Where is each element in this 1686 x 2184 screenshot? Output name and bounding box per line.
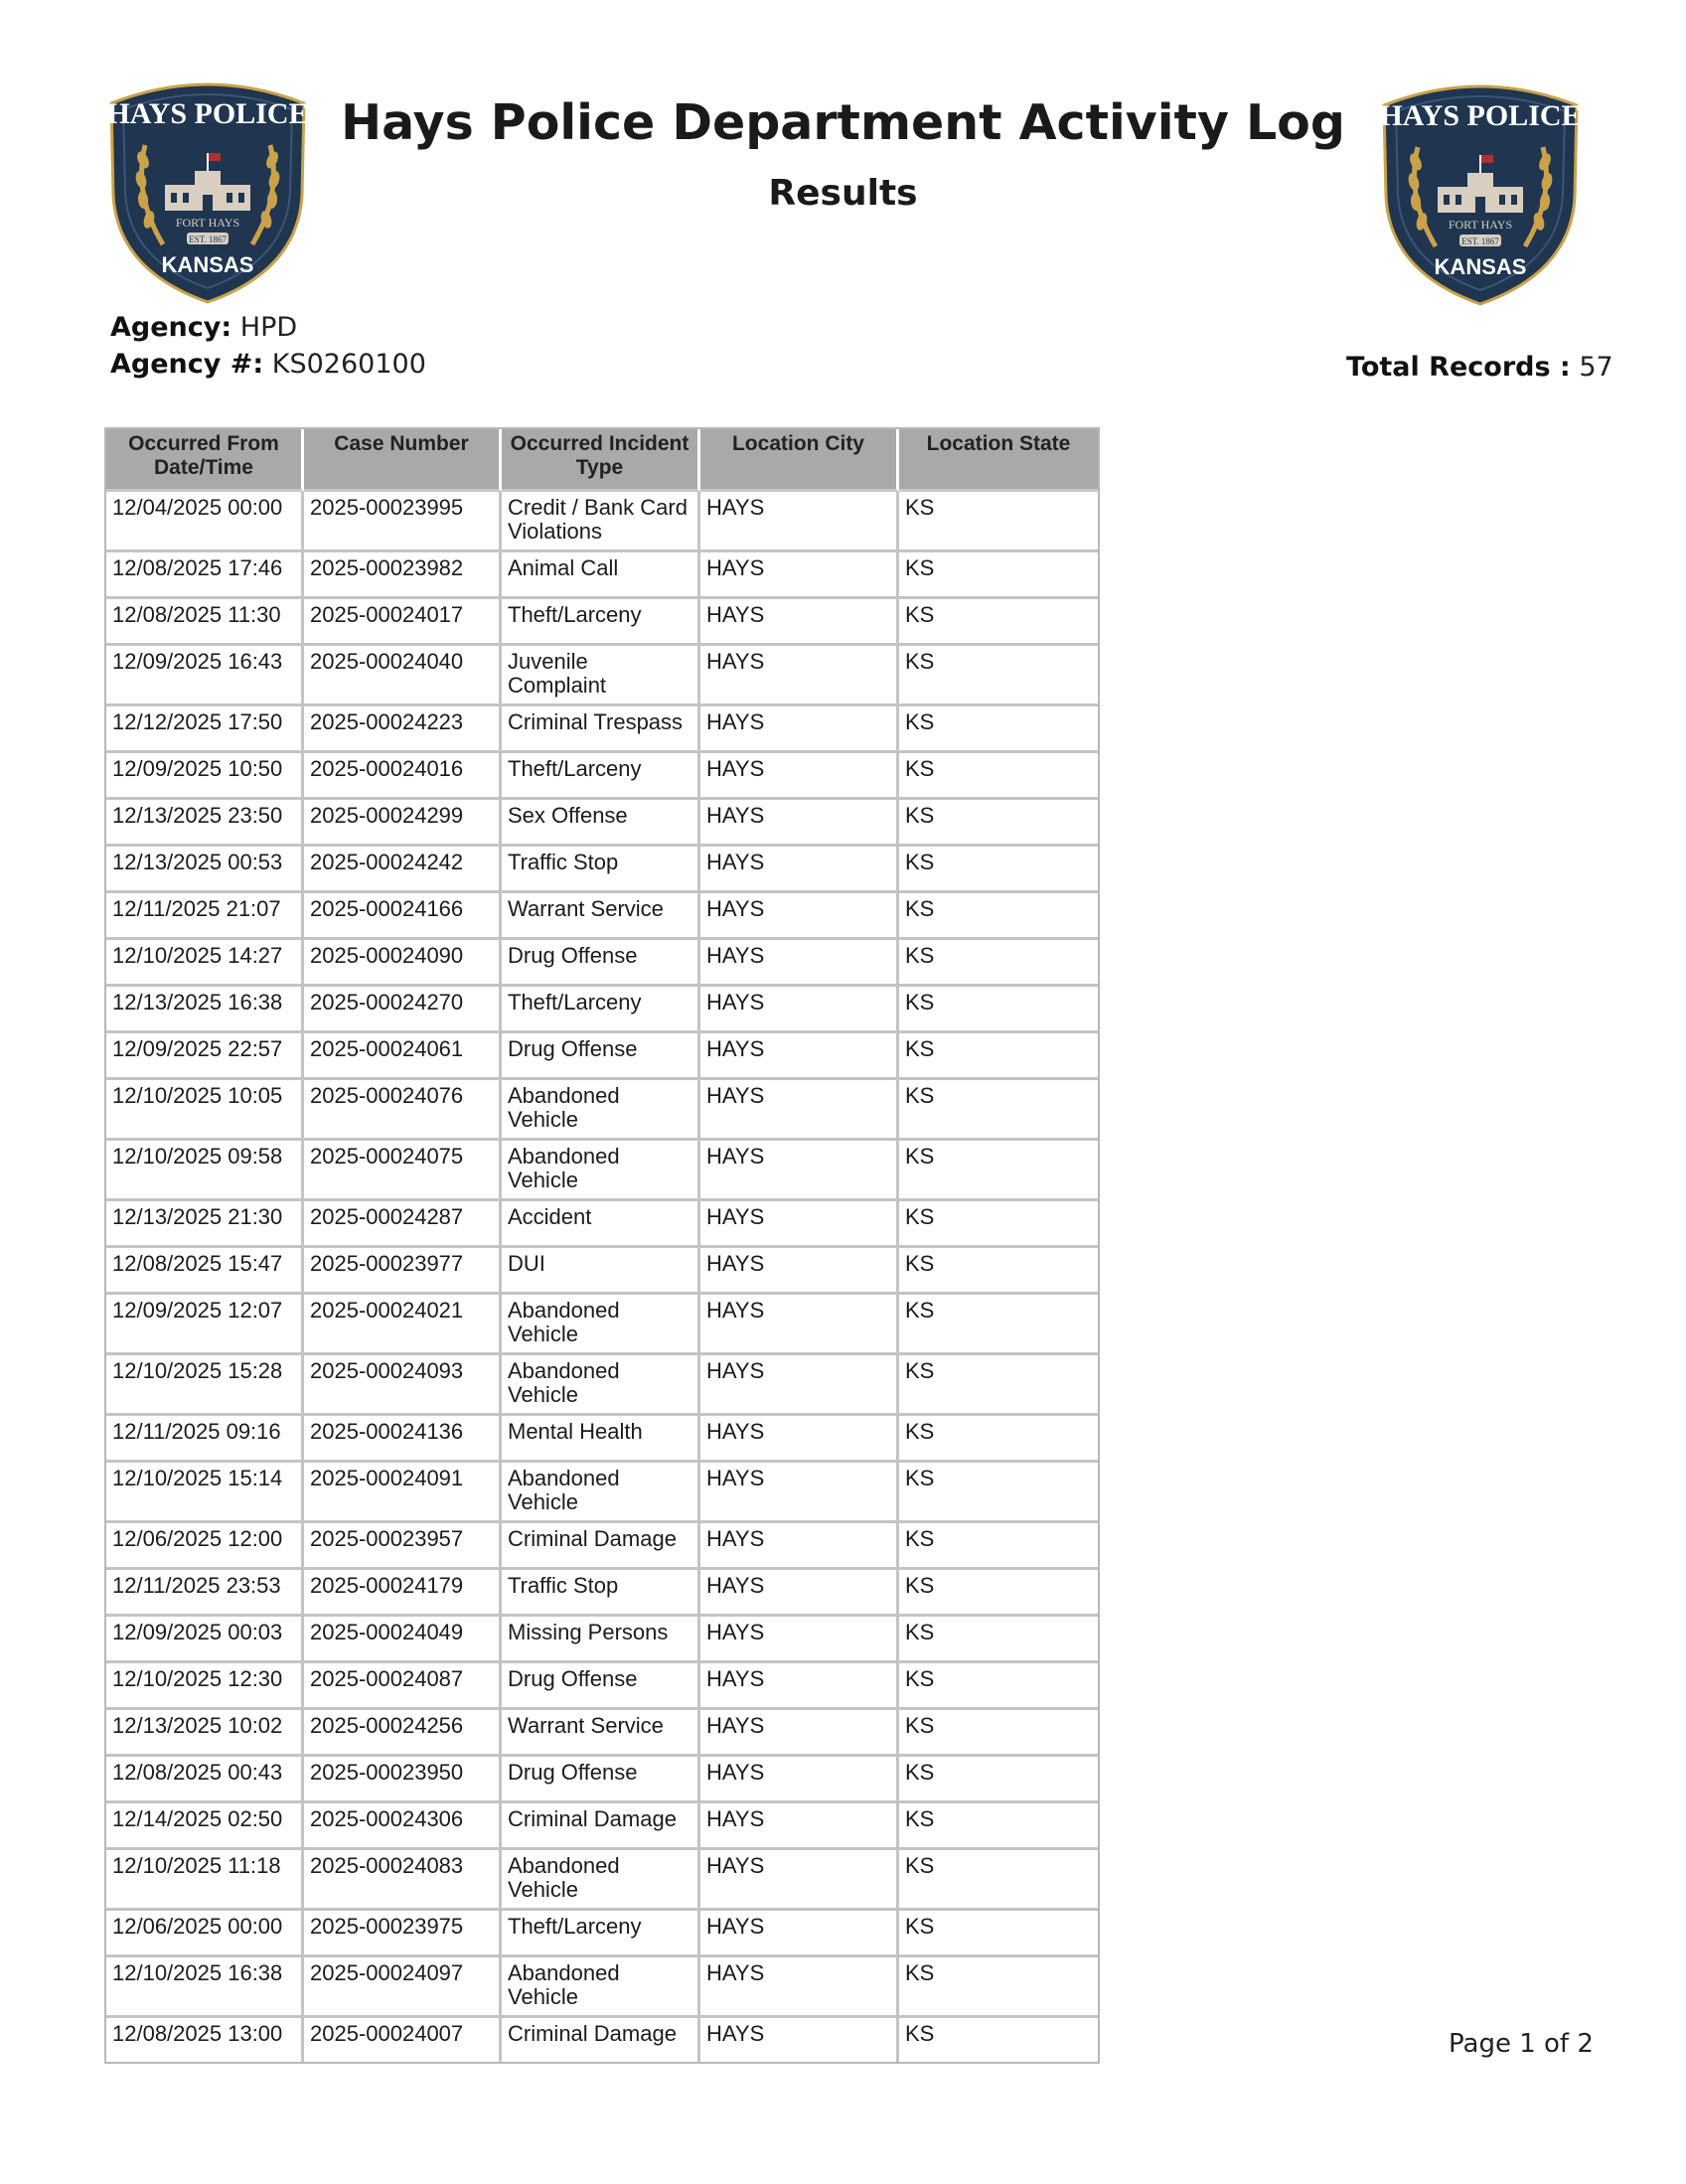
location-state-cell: KS xyxy=(899,1617,1098,1663)
incident-type-cell: Animal Call xyxy=(502,552,700,599)
location-state-cell: KS xyxy=(899,492,1098,552)
location-city-cell: HAYS xyxy=(700,646,899,706)
location-state-cell: KS xyxy=(899,1248,1098,1295)
case-number-cell: 2025-00024242 xyxy=(304,847,502,893)
occurred-from-cell: 12/11/2025 23:53 xyxy=(106,1570,304,1617)
occurred-from-cell: 12/10/2025 12:30 xyxy=(106,1663,304,1710)
location-state-cell: KS xyxy=(899,1033,1098,1080)
incident-type-cell: Traffic Stop xyxy=(502,847,700,893)
table-header-row xyxy=(106,429,1098,492)
table-row xyxy=(106,1911,1098,1957)
incident-type-cell: Theft/Larceny xyxy=(502,599,700,646)
total-records-label: Total Records : xyxy=(1346,352,1571,383)
location-state-cell: KS xyxy=(899,706,1098,753)
occurred-from-cell: 12/10/2025 16:38 xyxy=(106,1957,304,2018)
occurred-from-cell: 12/08/2025 13:00 xyxy=(106,2018,304,2062)
occurred-from-cell: 12/13/2025 10:02 xyxy=(106,1710,304,1757)
location-state-cell: KS xyxy=(899,1201,1098,1248)
location-state-cell: KS xyxy=(899,1570,1098,1617)
table-row xyxy=(106,1617,1098,1663)
location-city-cell: HAYS xyxy=(700,1850,899,1911)
incident-type-cell: Accident xyxy=(502,1201,700,1248)
case-number-cell: 2025-00024093 xyxy=(304,1355,502,1416)
table-row xyxy=(106,753,1098,800)
occurred-from-cell: 12/08/2025 17:46 xyxy=(106,552,304,599)
location-city-cell: HAYS xyxy=(700,753,899,800)
occurred-from-cell: 12/10/2025 15:14 xyxy=(106,1463,304,1523)
table-row xyxy=(106,1710,1098,1757)
badge-bottom-text: KANSAS xyxy=(161,252,254,277)
incident-type-cell: Drug Offense xyxy=(502,1757,700,1803)
incident-type-cell: Credit / Bank Card Violations xyxy=(502,492,700,552)
badge-top-text: HAYS POLICE xyxy=(106,97,309,130)
case-number-cell: 2025-00024270 xyxy=(304,987,502,1033)
occurred-from-cell: 12/04/2025 00:00 xyxy=(106,492,304,552)
occurred-from-cell: 12/13/2025 21:30 xyxy=(106,1201,304,1248)
occurred-from-cell: 12/10/2025 15:28 xyxy=(106,1355,304,1416)
agency-number-line xyxy=(110,349,426,380)
location-city-cell: HAYS xyxy=(700,1355,899,1416)
table-row xyxy=(106,1355,1098,1416)
incident-type-cell: Abandoned Vehicle xyxy=(502,1295,700,1355)
incident-type-cell: Mental Health xyxy=(502,1416,700,1463)
table-row xyxy=(106,646,1098,706)
total-records-value: 57 xyxy=(1579,352,1613,383)
table-row xyxy=(106,1803,1098,1850)
location-state-cell: KS xyxy=(899,800,1098,847)
case-number-cell: 2025-00024166 xyxy=(304,893,502,940)
table-row xyxy=(106,1957,1098,2018)
incident-type-cell: Warrant Service xyxy=(502,1710,700,1757)
case-number-cell: 2025-00024256 xyxy=(304,1710,502,1757)
location-city-cell: HAYS xyxy=(700,987,899,1033)
case-number-cell: 2025-00023957 xyxy=(304,1523,502,1570)
occurred-from-cell: 12/11/2025 21:07 xyxy=(106,893,304,940)
occurred-from-cell: 12/06/2025 12:00 xyxy=(106,1523,304,1570)
occurred-from-cell: 12/10/2025 11:18 xyxy=(106,1850,304,1911)
occurred-from-cell: 12/10/2025 14:27 xyxy=(106,940,304,987)
location-state-cell: KS xyxy=(899,1957,1098,2018)
table-row xyxy=(106,1663,1098,1710)
incident-type-cell: Missing Persons xyxy=(502,1617,700,1663)
incident-type-cell: Juvenile Complaint xyxy=(502,646,700,706)
occurred-from-cell: 12/09/2025 12:07 xyxy=(106,1295,304,1355)
location-state-cell: KS xyxy=(899,1663,1098,1710)
location-state-cell: KS xyxy=(899,847,1098,893)
case-number-cell: 2025-00024017 xyxy=(304,599,502,646)
location-state-cell: KS xyxy=(899,1141,1098,1201)
location-state-cell: KS xyxy=(899,1080,1098,1141)
location-city-cell: HAYS xyxy=(700,1201,899,1248)
occurred-from-cell: 12/10/2025 09:58 xyxy=(106,1141,304,1201)
occurred-from-cell: 12/09/2025 22:57 xyxy=(106,1033,304,1080)
occurred-from-cell: 12/06/2025 00:00 xyxy=(106,1911,304,1957)
location-city-cell: HAYS xyxy=(700,1523,899,1570)
location-state-cell: KS xyxy=(899,1463,1098,1523)
location-city-cell: HAYS xyxy=(700,1295,899,1355)
badge-middle-text: FORT HAYS xyxy=(175,216,240,230)
badge-est-text: EST. 1867 xyxy=(189,234,227,244)
incident-type-cell: Criminal Damage xyxy=(502,1803,700,1850)
incident-type-cell: Drug Offense xyxy=(502,1033,700,1080)
location-city-cell: HAYS xyxy=(700,492,899,552)
case-number-cell: 2025-00023975 xyxy=(304,1911,502,1957)
case-number-cell: 2025-00024007 xyxy=(304,2018,502,2062)
case-number-cell: 2025-00023977 xyxy=(304,1248,502,1295)
table-row xyxy=(106,1523,1098,1570)
table-row xyxy=(106,1757,1098,1803)
case-number-cell: 2025-00023995 xyxy=(304,492,502,552)
table-row xyxy=(106,1141,1098,1201)
table-row xyxy=(106,800,1098,847)
agency-number-value: KS0260100 xyxy=(271,349,426,380)
agency-number-label: Agency #: xyxy=(110,349,264,380)
badge-est-text: EST. 1867 xyxy=(1461,236,1499,246)
location-state-cell: KS xyxy=(899,1850,1098,1911)
column-header-case-number: Case Number xyxy=(304,429,502,492)
incident-type-cell: Criminal Trespass xyxy=(502,706,700,753)
badge-middle-text: FORT HAYS xyxy=(1448,218,1513,232)
table-row xyxy=(106,1201,1098,1248)
case-number-cell: 2025-00024049 xyxy=(304,1617,502,1663)
occurred-from-cell: 12/11/2025 09:16 xyxy=(106,1416,304,1463)
location-state-cell: KS xyxy=(899,1710,1098,1757)
location-state-cell: KS xyxy=(899,940,1098,987)
location-city-cell: HAYS xyxy=(700,893,899,940)
location-city-cell: HAYS xyxy=(700,1080,899,1141)
table-row xyxy=(106,706,1098,753)
incident-type-cell: DUI xyxy=(502,1248,700,1295)
badge-top-text: HAYS POLICE xyxy=(1379,99,1582,132)
case-number-cell: 2025-00024097 xyxy=(304,1957,502,2018)
table-row xyxy=(106,987,1098,1033)
incident-type-cell: Abandoned Vehicle xyxy=(502,1355,700,1416)
case-number-cell: 2025-00024287 xyxy=(304,1201,502,1248)
location-city-cell: HAYS xyxy=(700,706,899,753)
table-row xyxy=(106,552,1098,599)
badge-bottom-text: KANSAS xyxy=(1434,254,1527,279)
incident-type-cell: Theft/Larceny xyxy=(502,987,700,1033)
table-row xyxy=(106,1080,1098,1141)
case-number-cell: 2025-00024040 xyxy=(304,646,502,706)
location-city-cell: HAYS xyxy=(700,1463,899,1523)
case-number-cell: 2025-00024061 xyxy=(304,1033,502,1080)
location-state-cell: KS xyxy=(899,753,1098,800)
location-city-cell: HAYS xyxy=(700,599,899,646)
location-state-cell: KS xyxy=(899,1416,1098,1463)
location-state-cell: KS xyxy=(905,2021,935,2046)
location-state-cell: KS xyxy=(899,1355,1098,1416)
location-state-cell: KS xyxy=(899,987,1098,1033)
case-number-cell: 2025-00023982 xyxy=(304,552,502,599)
page-number: Page 1 of 2 xyxy=(1449,2029,1594,2059)
occurred-from-cell: 12/12/2025 17:50 xyxy=(106,706,304,753)
location-city-cell: HAYS xyxy=(700,847,899,893)
table-row xyxy=(106,1295,1098,1355)
total-records xyxy=(1346,352,1613,383)
location-city-cell: HAYS xyxy=(700,1617,899,1663)
location-state-cell: KS xyxy=(899,1911,1098,1957)
incident-type-cell: Traffic Stop xyxy=(502,1570,700,1617)
case-number-cell: 2025-00024090 xyxy=(304,940,502,987)
occurred-from-cell: 12/13/2025 16:38 xyxy=(106,987,304,1033)
table-row xyxy=(106,2018,1098,2062)
incident-type-cell: Warrant Service xyxy=(502,893,700,940)
incident-type-cell: Criminal Damage xyxy=(502,2018,700,2062)
case-number-cell: 2025-00024223 xyxy=(304,706,502,753)
incident-type-cell: Abandoned Vehicle xyxy=(502,1141,700,1201)
case-number-cell: 2025-00024021 xyxy=(304,1295,502,1355)
case-number-cell: 2025-00024016 xyxy=(304,753,502,800)
incident-type-cell: Theft/Larceny xyxy=(502,753,700,800)
case-number-cell: 2025-00024083 xyxy=(304,1850,502,1911)
table-row xyxy=(106,1416,1098,1463)
location-city-cell: HAYS xyxy=(700,1757,899,1803)
case-number-cell: 2025-00024299 xyxy=(304,800,502,847)
location-city-cell: HAYS xyxy=(700,940,899,987)
page-subtitle: Results xyxy=(768,173,918,214)
location-state-cell: KS xyxy=(899,893,1098,940)
incident-type-cell: Abandoned Vehicle xyxy=(502,1080,700,1141)
case-number-cell: 2025-00024136 xyxy=(304,1416,502,1463)
table-row xyxy=(106,1570,1098,1617)
location-state-cell: KS xyxy=(899,1523,1098,1570)
location-state-cell: KS xyxy=(899,646,1098,706)
location-city-cell: HAYS xyxy=(700,1803,899,1850)
location-state-cell: KS xyxy=(899,1295,1098,1355)
table-row xyxy=(106,847,1098,893)
case-number-cell: 2025-00023950 xyxy=(304,1757,502,1803)
table-row xyxy=(106,599,1098,646)
incident-type-cell: Criminal Damage xyxy=(502,1523,700,1570)
location-city-cell: HAYS xyxy=(700,1141,899,1201)
case-number-cell: 2025-00024179 xyxy=(304,1570,502,1617)
column-header-incident-type: Occurred Incident Type xyxy=(502,429,700,492)
table-body xyxy=(106,492,1098,2062)
location-city-cell: HAYS xyxy=(700,1248,899,1295)
case-number-cell: 2025-00024306 xyxy=(304,1803,502,1850)
location-city-cell: HAYS xyxy=(700,1416,899,1463)
activity-log-table xyxy=(104,427,1100,2064)
occurred-from-cell: 12/13/2025 23:50 xyxy=(106,800,304,847)
case-number-cell: 2025-00024091 xyxy=(304,1463,502,1523)
location-city-cell: HAYS xyxy=(700,1710,899,1757)
occurred-from-cell: 12/09/2025 10:50 xyxy=(106,753,304,800)
location-state-cell: KS xyxy=(899,552,1098,599)
case-number-cell: 2025-00024087 xyxy=(304,1663,502,1710)
location-city-cell: HAYS xyxy=(700,552,899,599)
table-row xyxy=(106,1850,1098,1911)
column-header-location-state: Location State xyxy=(899,429,1098,492)
location-state-cell: KS xyxy=(899,1803,1098,1850)
occurred-from-cell: 12/09/2025 16:43 xyxy=(106,646,304,706)
incident-type-cell: Abandoned Vehicle xyxy=(502,1850,700,1911)
page-title: Hays Police Department Activity Log xyxy=(341,94,1345,151)
column-header-occurred-from: Occurred From Date/Time xyxy=(106,429,304,492)
location-city-cell: HAYS xyxy=(700,1957,899,2018)
incident-type-cell: Theft/Larceny xyxy=(502,1911,700,1957)
incident-type-cell: Abandoned Vehicle xyxy=(502,1957,700,2018)
incident-type-cell: Sex Offense xyxy=(502,800,700,847)
location-city-cell: HAYS xyxy=(700,1663,899,1710)
occurred-from-cell: 12/14/2025 02:50 xyxy=(106,1803,304,1850)
occurred-from-cell: 12/13/2025 00:53 xyxy=(106,847,304,893)
location-state-cell: KS xyxy=(899,1757,1098,1803)
occurred-from-cell: 12/10/2025 10:05 xyxy=(106,1080,304,1141)
occurred-from-cell: 12/08/2025 15:47 xyxy=(106,1248,304,1295)
column-header-location-city: Location City xyxy=(700,429,899,492)
table-row xyxy=(106,1463,1098,1523)
incident-type-cell: Abandoned Vehicle xyxy=(502,1463,700,1523)
table-row xyxy=(106,1033,1098,1080)
table-row xyxy=(106,1248,1098,1295)
table-row xyxy=(106,492,1098,552)
case-number-cell: 2025-00024075 xyxy=(304,1141,502,1201)
agency-value: HPD xyxy=(239,312,298,343)
occurred-from-cell: 12/08/2025 11:30 xyxy=(106,599,304,646)
table-row xyxy=(106,940,1098,987)
location-city-cell: HAYS xyxy=(700,1911,899,1957)
agency-line xyxy=(110,312,297,343)
location-city-cell: HAYS xyxy=(700,1033,899,1080)
agency-label: Agency: xyxy=(110,312,232,343)
table-row xyxy=(106,893,1098,940)
location-city-cell: HAYS xyxy=(700,800,899,847)
occurred-from-cell: 12/08/2025 00:43 xyxy=(106,1757,304,1803)
occurred-from-cell: 12/09/2025 00:03 xyxy=(106,1617,304,1663)
location-city-cell: HAYS xyxy=(700,2018,899,2062)
location-state-cell: KS xyxy=(899,599,1098,646)
case-number-cell: 2025-00024076 xyxy=(304,1080,502,1141)
incident-type-cell: Drug Offense xyxy=(502,1663,700,1710)
incident-type-cell: Drug Offense xyxy=(502,940,700,987)
location-city-cell: HAYS xyxy=(700,1570,899,1617)
